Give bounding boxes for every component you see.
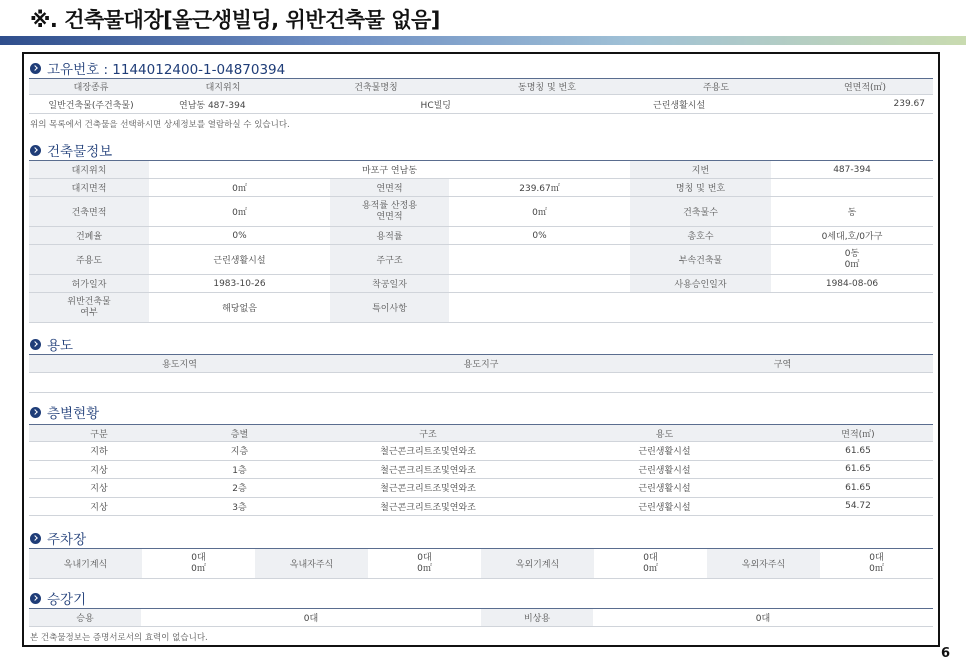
lot-value: 487-394 <box>771 161 933 179</box>
floor-use: 근린생활시설 <box>546 479 783 498</box>
parking-heading: 주차장 <box>30 528 86 548</box>
zoning-table <box>29 354 933 393</box>
col-header: 면적(㎡) <box>783 425 933 442</box>
special-value <box>449 293 933 323</box>
circle-arrow-icon <box>30 63 41 74</box>
register-type: 일반건축물(주건축물) <box>29 95 153 114</box>
floor-area-label: 연면적 <box>330 179 449 197</box>
zone-area-value <box>29 373 330 393</box>
site-area-value: 0㎡ <box>149 179 330 197</box>
parking-outdoor-mech-label: 옥외기계식 <box>481 549 594 579</box>
col-header: 동명칭 및 번호 <box>459 79 635 95</box>
table-row <box>29 479 933 498</box>
parking-indoor-self-value: 0대 0㎡ <box>368 549 481 579</box>
building-info-table <box>29 160 933 323</box>
building-area-label: 건축면적 <box>29 197 149 227</box>
permit-date-value: 1983-10-26 <box>149 275 330 293</box>
register-row[interactable] <box>29 95 933 114</box>
parking-indoor-self-label: 옥내자주식 <box>255 549 368 579</box>
register-building-name: HC빌딩 <box>293 95 459 114</box>
floor-category: 지상 <box>29 497 169 516</box>
annex-label: 부속건축물 <box>630 245 771 275</box>
building-area-value: 0㎡ <box>149 197 330 227</box>
floor-use: 근린생활시설 <box>546 497 783 516</box>
emergency-elevator-value: 0대 <box>593 609 933 627</box>
floor-level: 1층 <box>169 460 310 479</box>
zoning-heading: 용도 <box>30 334 73 354</box>
elevator-table <box>29 608 933 627</box>
floor-use: 근린생활시설 <box>546 460 783 479</box>
violation-value: 해당없음 <box>149 293 330 323</box>
floor-structure: 철근콘크리트조및연와조 <box>310 442 546 461</box>
register-dong <box>459 95 635 114</box>
floor-structure: 철근콘크리트조및연와조 <box>310 497 546 516</box>
start-date-label: 착공일자 <box>330 275 449 293</box>
title-gradient-bar <box>0 36 966 45</box>
circle-arrow-icon <box>30 339 41 350</box>
table-row <box>29 497 933 516</box>
col-header: 구역 <box>632 355 933 373</box>
floor-level: 2층 <box>169 479 310 498</box>
lot-label: 지번 <box>630 161 771 179</box>
register-location: 연남동 487-394 <box>153 95 293 114</box>
households-value: 0세대,호/0가구 <box>771 227 933 245</box>
main-use-label: 주용도 <box>29 245 149 275</box>
zone-section-value <box>632 373 933 393</box>
col-header: 대지위치 <box>153 79 293 95</box>
register-area: 239.67 <box>797 95 933 114</box>
list-note: 위의 목록에서 건축물을 선택하시면 상세정보를 열람하실 수 있습니다. <box>30 120 290 130</box>
col-header: 용도 <box>546 425 783 442</box>
floor-area: 61.65 <box>783 442 933 461</box>
passenger-elevator-label: 승용 <box>29 609 141 627</box>
floor-level: 지층 <box>169 442 310 461</box>
floor-category: 지하 <box>29 442 169 461</box>
site-area-label: 대지면적 <box>29 179 149 197</box>
col-header: 층별 <box>169 425 310 442</box>
approval-date-value: 1984-08-06 <box>771 275 933 293</box>
name-label: 명칭 및 번호 <box>630 179 771 197</box>
floor-structure: 철근콘크리트조및연와조 <box>310 479 546 498</box>
building-count-value: 동 <box>771 197 933 227</box>
table-row <box>29 442 933 461</box>
far-area-label: 용적률 산정용 연면적 <box>330 197 449 227</box>
circle-arrow-icon <box>30 145 41 156</box>
floors-heading: 층별현황 <box>30 402 99 422</box>
col-header: 용도지역 <box>29 355 330 373</box>
permit-date-label: 허가일자 <box>29 275 149 293</box>
building-register-document <box>22 52 940 647</box>
floor-area: 61.65 <box>783 479 933 498</box>
parking-outdoor-mech-value: 0대 0㎡ <box>594 549 707 579</box>
name-value <box>771 179 933 197</box>
col-header: 용도지구 <box>330 355 632 373</box>
col-header: 연면적(㎡) <box>797 79 933 95</box>
circle-arrow-icon <box>30 407 41 418</box>
start-date-value <box>449 275 630 293</box>
unique-number-heading <box>30 58 285 78</box>
circle-arrow-icon <box>30 593 41 604</box>
annex-value: 0동 0㎡ <box>771 245 933 275</box>
floor-area-value: 239.67㎡ <box>449 179 630 197</box>
site-value: 마포구 연남동 <box>149 161 630 179</box>
bcr-value: 0% <box>149 227 330 245</box>
unique-number-text: 고유번호 : 1144012400-1-04870394 <box>47 62 286 78</box>
col-header: 구조 <box>310 425 546 442</box>
violation-label: 위반건축물 여부 <box>29 293 149 323</box>
disclaimer-note: 본 건축물정보는 증명서로서의 효력이 없습니다. <box>30 633 208 643</box>
slide-title: ※. 건축물대장[올근생빌딩, 위반건축물 없음] <box>30 8 440 32</box>
building-info-heading: 건축물정보 <box>30 140 112 160</box>
building-count-label: 건축물수 <box>630 197 771 227</box>
circle-arrow-icon <box>30 533 41 544</box>
site-label: 대지위치 <box>29 161 149 179</box>
parking-outdoor-self-label: 옥외자주식 <box>707 549 820 579</box>
col-header: 건축물명칭 <box>293 79 459 95</box>
col-header: 주용도 <box>635 79 797 95</box>
far-value: 0% <box>449 227 630 245</box>
floor-category: 지상 <box>29 479 169 498</box>
floor-category: 지상 <box>29 460 169 479</box>
elevator-heading: 승강기 <box>30 588 86 608</box>
floors-table <box>29 424 933 516</box>
register-list-table <box>29 78 933 114</box>
floor-structure: 철근콘크리트조및연와조 <box>310 460 546 479</box>
parking-indoor-mech-value: 0대 0㎡ <box>142 549 255 579</box>
structure-value <box>449 245 630 275</box>
floor-area: 61.65 <box>783 460 933 479</box>
floor-use: 근린생활시설 <box>546 442 783 461</box>
floor-area: 54.72 <box>783 497 933 516</box>
parking-indoor-mech-label: 옥내기계식 <box>29 549 142 579</box>
far-area-value: 0㎡ <box>449 197 630 227</box>
households-label: 총호수 <box>630 227 771 245</box>
zone-district-value <box>330 373 632 393</box>
parking-table <box>29 548 933 579</box>
page-number: 6 <box>940 646 950 661</box>
floor-level: 3층 <box>169 497 310 516</box>
approval-date-label: 사용승인일자 <box>630 275 771 293</box>
col-header: 구분 <box>29 425 169 442</box>
register-use: 근린생활시설 <box>635 95 797 114</box>
main-use-value: 근린생활시설 <box>149 245 330 275</box>
far-label: 용적률 <box>330 227 449 245</box>
structure-label: 주구조 <box>330 245 449 275</box>
passenger-elevator-value: 0대 <box>141 609 481 627</box>
table-row <box>29 460 933 479</box>
emergency-elevator-label: 비상용 <box>481 609 593 627</box>
special-label: 특이사항 <box>330 293 449 323</box>
parking-outdoor-self-value: 0대 0㎡ <box>820 549 933 579</box>
col-header: 대장종류 <box>29 79 153 95</box>
bcr-label: 건폐율 <box>29 227 149 245</box>
